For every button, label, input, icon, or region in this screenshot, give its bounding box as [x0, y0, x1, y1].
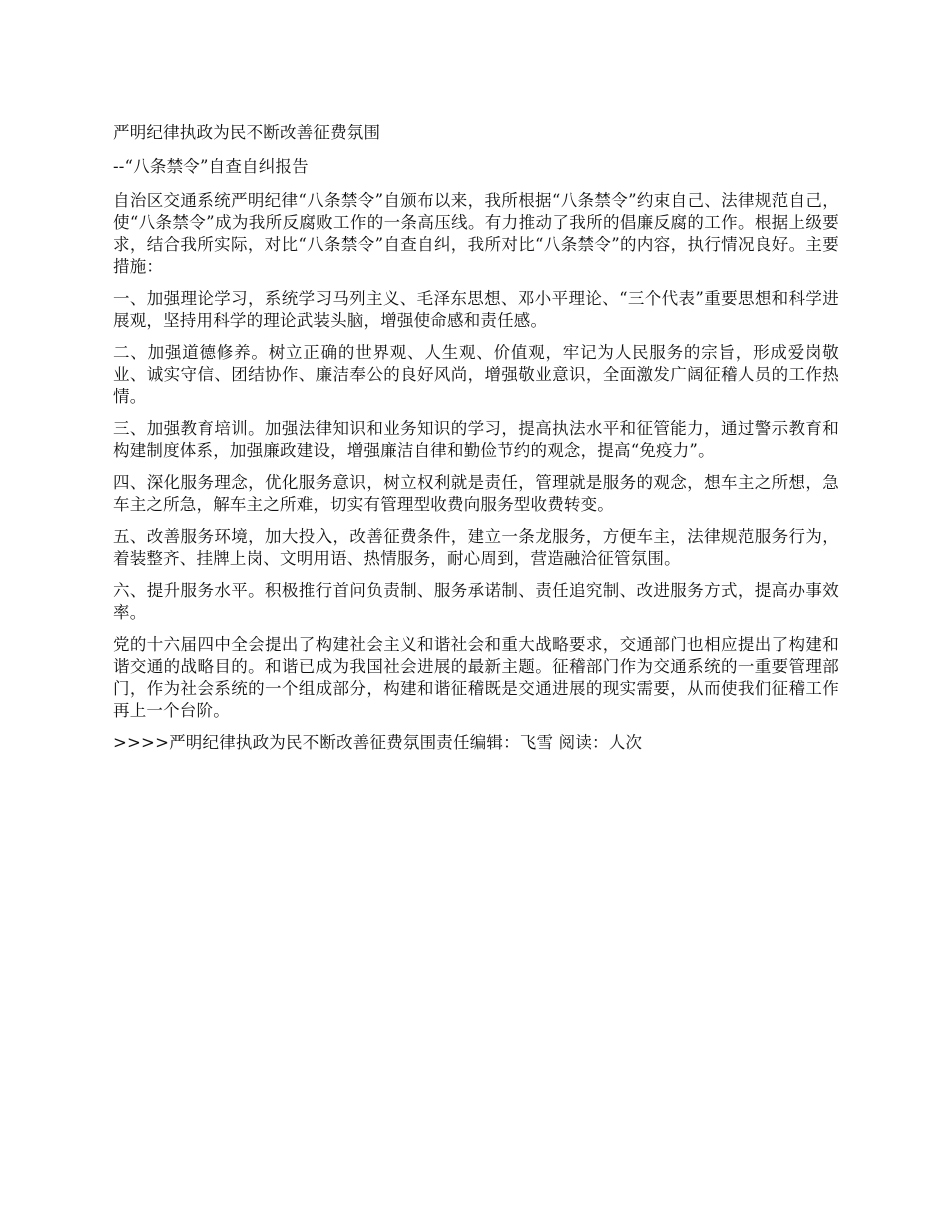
measure-paragraph-4: 四、深化服务理念，优化服务意识，树立权利就是责任，管理就是服务的观念，想车主之所想，急车主之所急，解车主之所难，切实有管理型收费向服务型收费转变。: [113, 473, 839, 514]
conclusion-paragraph: 党的十六届四中全会提出了构建社会主义和谐社会和重大战略要求，交通部门也相应提出了构建和谐交通的战略目的。和谐已成为我国社会进展的最新主题。征稽部门作为交通系统的一重要管理部门，作为社会系统的一个组成部分，构建和谐征稽既是交通进展的现实需要，从而使我们征稽工作再上一个台阶。: [113, 635, 839, 720]
document-title: 严明纪律执政为民不断改善征费氛围: [113, 123, 381, 142]
document-page: [113, 122, 839, 764]
document-subtitle: --“八条禁令”自查自纠报告: [113, 157, 309, 176]
measure-paragraph-3: 三、加强教育培训。加强法律知识和业务知识的学习，提高执法水平和征管能力，通过警示教育和构建制度体系，加强廉政建设，增强廉洁自律和勤俭节约的观念，提高“免疫力”。: [113, 419, 839, 460]
measure-paragraph-1: 一、加强理论学习，系统学习马列主义、毛泽东思想、邓小平理论、“三个代表”重要思想和科学进展观，坚持用科学的理论武装头脑，增强使命感和责任感。: [113, 289, 839, 330]
footer-line: >>>>严明纪律执政为民不断改善征费氛围责任编辑：飞雪 阅读：人次: [113, 733, 643, 752]
measure-paragraph-2: 二、加强道德修养。树立正确的世界观、人生观、价值观，牢记为人民服务的宗旨，形成爱岗敬业、诚实守信、团结协作、廉洁奉公的良好风尚，增强敬业意识，全面激发广阔征稽人员的工作热情。: [113, 343, 839, 406]
measure-paragraph-5: 五、改善服务环境，加大投入，改善征费条件，建立一条龙服务，方便车主，法律规范服务行为，着装整齐、挂牌上岗、文明用语、热情服务，耐心周到，营造融洽征管氛围。: [113, 527, 839, 568]
intro-paragraph: 自治区交通系统严明纪律“八条禁令”自颁布以来，我所根据“八条禁令”约束自己、法律规范自己，使“八条禁令”成为我所反腐败工作的一条高压线。有力推动了我所的倡廉反腐的工作。根据上级要求，结合我所实际，对比“八条禁令”自查自纠，我所对比“八条禁令”的内容，执行情况良好。主要措施：: [113, 191, 839, 276]
measure-paragraph-6: 六、提升服务水平。积极推行首问负责制、服务承诺制、责任追究制、改进服务方式，提高办事效率。: [113, 581, 839, 622]
